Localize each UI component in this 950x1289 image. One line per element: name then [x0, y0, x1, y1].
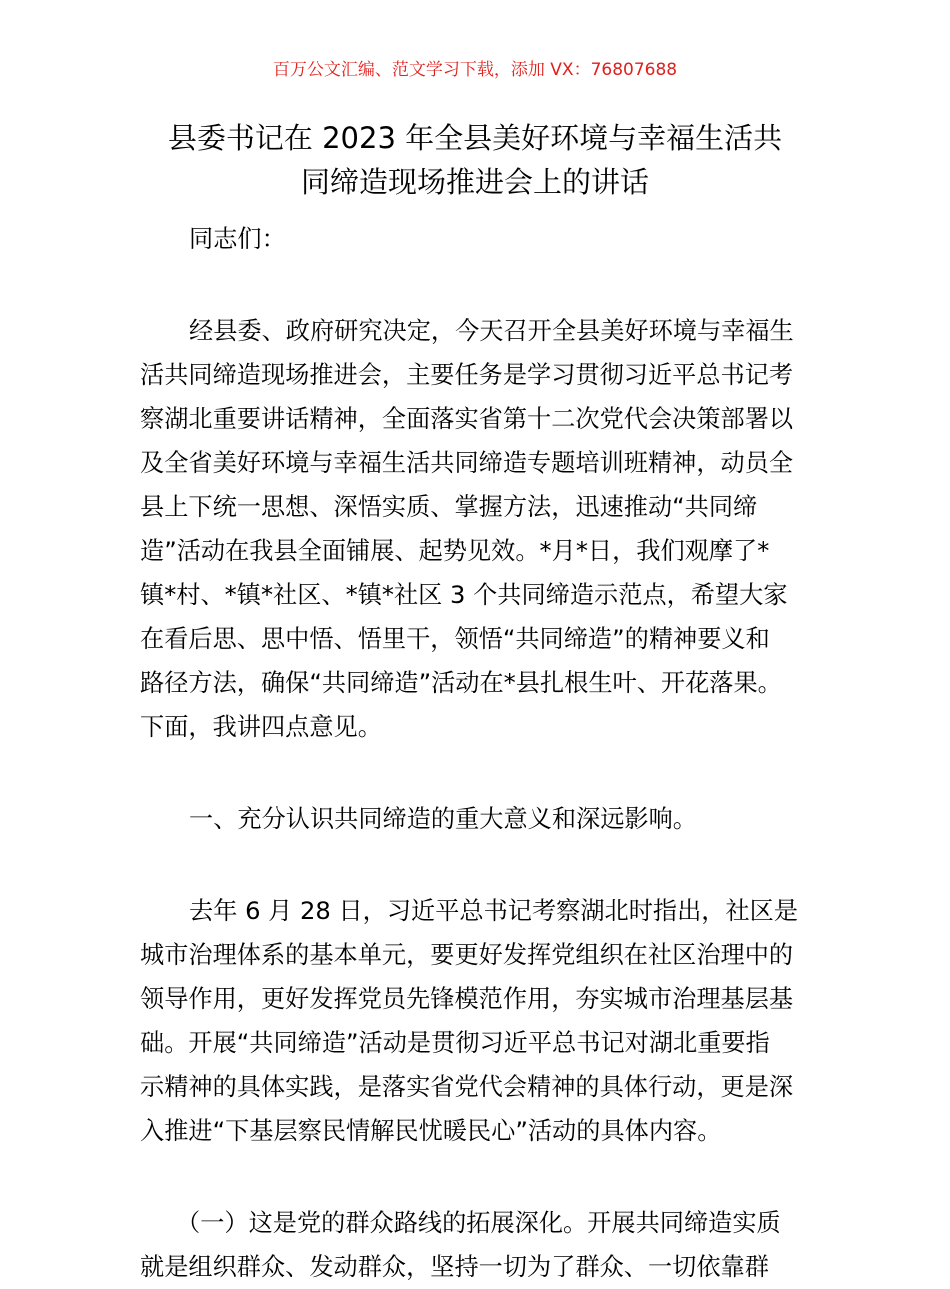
paragraph-1	[140, 309, 812, 749]
paragraph-line: 路径方法，确保“共同缔造”活动在*县扎根生叶、开花落果。	[140, 669, 782, 697]
header-promo-note: 百万公文汇编、范文学习下载，添加 VX：76807688	[272, 60, 678, 80]
paragraph-line: 入推进“下基层察民情解民忧暖民心”活动的具体内容。	[140, 1117, 722, 1145]
paragraph-line: （一）这是党的群众路线的拓展深化。开展共同缔造实质	[176, 1209, 781, 1237]
paragraph-line: 县上下统一思想、深悟实质、掌握方法，迅速推动“共同缔	[140, 493, 758, 521]
paragraph-line: 下面，我讲四点意见。	[140, 713, 382, 741]
paragraph-3	[140, 1201, 812, 1289]
section-heading-1: 一、充分认识共同缔造的重大意义和深远影响。	[189, 805, 697, 833]
document-body	[140, 217, 812, 1289]
paragraph-line: 在看后思、思中悟、悟里干，领悟“共同缔造”的精神要义和	[140, 625, 770, 653]
paragraph-line: 镇*村、*镇*社区、*镇*社区 3 个共同缔造示范点，希望大家	[140, 581, 788, 609]
paragraph-line: 及全省美好环境与幸福生活共同缔造专题培训班精神，动员全	[140, 449, 794, 477]
paragraph-line: 察湖北重要讲话精神，全面落实省第十二次党代会决策部署以	[140, 405, 794, 433]
paragraph-line: 础。开展“共同缔造”活动是贯彻习近平总书记对湖北重要指	[140, 1029, 770, 1057]
title-line: 同缔造现场推进会上的讲话	[300, 165, 649, 199]
salutation: 同志们：	[189, 225, 286, 253]
paragraph-line: 领导作用，更好发挥党员先锋模范作用，夯实城市治理基层基	[140, 985, 794, 1013]
paragraph-line: 城市治理体系的基本单元，要更好发挥党组织在社区治理中的	[140, 941, 794, 969]
paragraph-line: 示精神的具体实践，是落实省党代会精神的具体行动，更是深	[140, 1073, 794, 1101]
paragraph-2	[140, 889, 812, 1153]
paragraph-line: 去年 6 月 28 日，习近平总书记考察湖北时指出，社区是	[189, 897, 799, 925]
paragraph-line: 经县委、政府研究决定，今天召开全县美好环境与幸福生	[189, 317, 794, 345]
title-line: 县委书记在 2023 年全县美好环境与幸福生活共	[167, 121, 783, 155]
document-title	[0, 116, 950, 204]
paragraph-line: 就是组织群众、发动群众，坚持一切为了群众、一切依靠群	[140, 1253, 769, 1281]
paragraph-line: 活共同缔造现场推进会，主要任务是学习贯彻习近平总书记考	[140, 361, 794, 389]
paragraph-line: 造”活动在我县全面铺展、起势见效。*月*日，我们观摩了*	[140, 537, 770, 565]
